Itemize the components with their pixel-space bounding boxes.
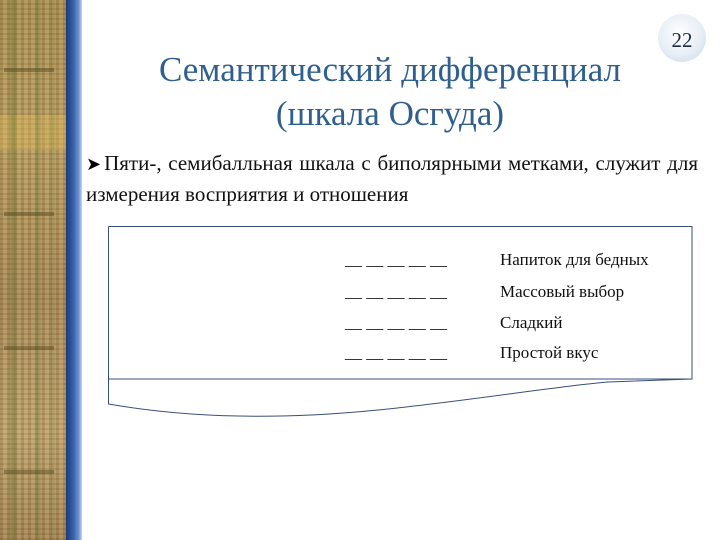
- scale-right-label: Напиток для бедных: [500, 250, 649, 269]
- page-number: 22: [671, 28, 693, 52]
- bullet-paragraph: [86, 148, 698, 209]
- scale-blanks: __ __ __ __ __: [345, 282, 447, 301]
- decorative-node: [4, 212, 54, 216]
- bullet-text: Пяти-, семибалльная шкала с биполярными метками, служит для измерения восприятия и отношения: [86, 151, 698, 206]
- arrowhead-bullet-icon: ➤: [86, 154, 102, 174]
- decorative-side-strip: [0, 0, 66, 540]
- decorative-node: [4, 346, 54, 350]
- scale-right-label: Массовый выбор: [500, 282, 625, 301]
- scale-blanks: __ __ __ __ __: [345, 313, 447, 332]
- title-line-2: (шкала Осгуда): [275, 94, 505, 133]
- decorative-node: [4, 68, 54, 72]
- scale-right-label: Простой вкус: [500, 343, 599, 362]
- decorative-blue-bar: [66, 0, 82, 540]
- decorative-stalk: [8, 0, 18, 540]
- scale-blanks: __ __ __ __ __: [345, 343, 447, 362]
- title-line-1: Семантический дифференциал: [158, 50, 622, 89]
- scale-blanks: __ __ __ __ __: [345, 250, 447, 269]
- decorative-node: [4, 470, 54, 474]
- decorative-stalk: [34, 0, 42, 540]
- slide-title: [110, 48, 670, 136]
- decorative-stalk: [50, 0, 56, 540]
- scale-right-label: Сладкий: [500, 313, 563, 332]
